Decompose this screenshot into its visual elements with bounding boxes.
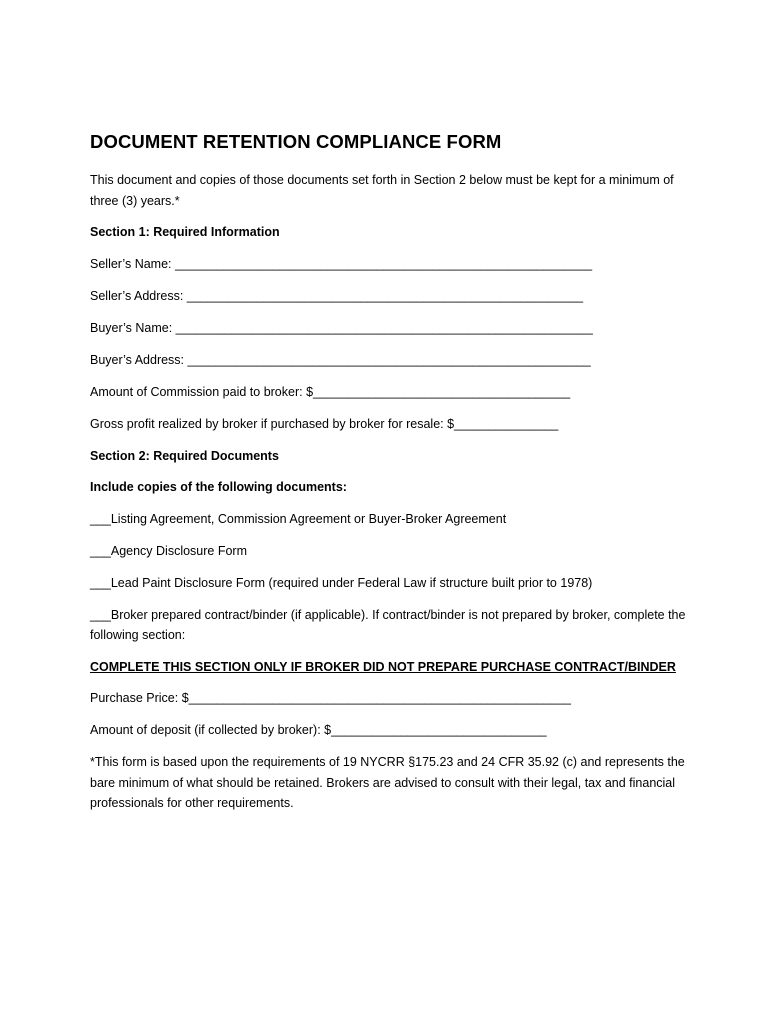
document-title: DOCUMENT RETENTION COMPLIANCE FORM <box>90 131 502 152</box>
section2-heading: Section 2: Required Documents <box>90 448 279 463</box>
agency-disclosure-item[interactable]: ___Agency Disclosure Form <box>90 543 248 558</box>
commission-amount-field[interactable]: Amount of Commission paid to broker: $_____________________________________ <box>90 384 571 399</box>
footnote-paragraph: *This form is based upon the requirements of 19 NYCRR §175.23 and 24 CFR 35.92 (c) and represents the bare minimum of what should be retained. Brokers are advised to consult with their legal, tax and financial professionals for other requirements. <box>90 755 685 810</box>
deposit-amount-field[interactable]: Amount of deposit (if collected by broker): $_______________________________ <box>90 723 547 737</box>
document-content <box>90 131 690 825</box>
listing-agreement-item[interactable]: ___Listing Agreement, Commission Agreement or Buyer-Broker Agreement <box>90 511 507 526</box>
buyer-address-field[interactable]: Buyer’s Address: __________________________________________________________ <box>90 352 591 367</box>
intro-paragraph: This document and copies of those documents set forth in Section 2 below must be kept for a minimum of three (3) years.* <box>90 173 674 208</box>
buyer-name-field[interactable]: Buyer’s Name: ____________________________________________________________ <box>90 320 593 335</box>
purchase-price-field[interactable]: Purchase Price: $_______________________________________________________ <box>90 691 572 705</box>
section2-subheading: Include copies of the following documents: <box>90 480 347 494</box>
section1-heading: Section 1: Required Information <box>90 225 280 239</box>
lead-paint-disclosure-item[interactable]: ___Lead Paint Disclosure Form (required under Federal Law if structure built prior to 1978) <box>90 575 593 590</box>
broker-contract-item[interactable]: ___Broker prepared contract/binder (if applicable). If contract/binder is not prepared by broker, complete the following section: <box>90 607 686 642</box>
gross-profit-field[interactable]: Gross profit realized by broker if purchased by broker for resale: $_______________ <box>90 416 559 431</box>
section3-heading: COMPLETE THIS SECTION ONLY IF BROKER DID NOT PREPARE PURCHASE CONTRACT/BINDER <box>90 659 676 674</box>
seller-address-field[interactable]: Seller’s Address: _________________________________________________________ <box>90 288 584 303</box>
seller-name-field[interactable]: Seller’s Name: ____________________________________________________________ <box>90 256 593 271</box>
